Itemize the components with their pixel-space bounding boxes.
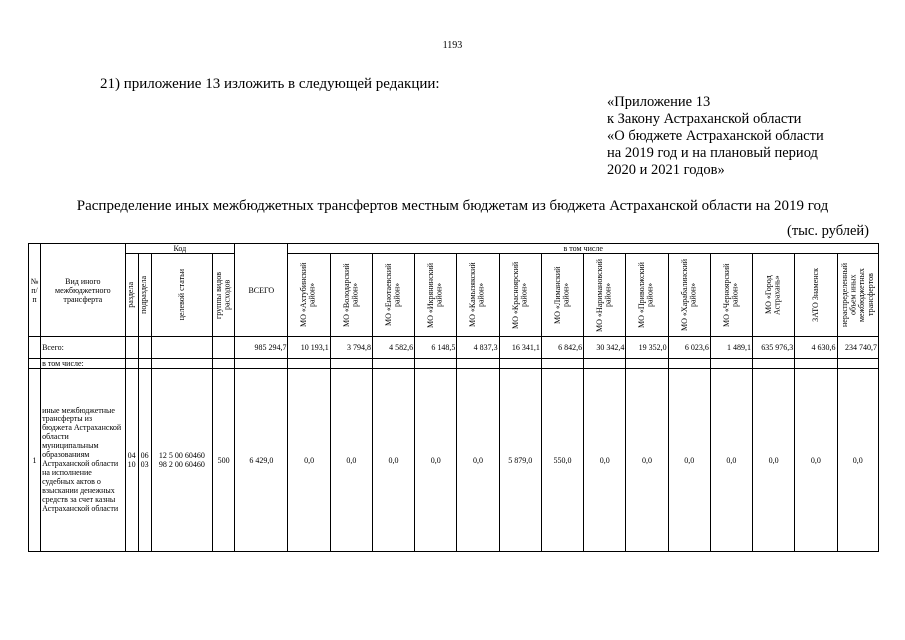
appendix-line: «О бюджете Астраханской области bbox=[607, 128, 824, 144]
col-header-municipality: МО «Камызякский район» bbox=[468, 262, 487, 328]
units-label: (тыс. рублей) bbox=[787, 223, 869, 239]
col-header-municipality: нераспределенный объем иных межбюджетных трансфертов bbox=[839, 262, 875, 328]
row-cell: 0,0 bbox=[288, 369, 330, 552]
including-row bbox=[29, 359, 879, 369]
appendix-line: 2020 и 2021 годов» bbox=[607, 162, 725, 178]
col-header-target: целевой статьи bbox=[176, 269, 186, 321]
col-header-municipality: МО «Красноярский район» bbox=[510, 261, 529, 329]
col-header-subsection: подраздела bbox=[139, 276, 149, 314]
col-header-total: ВСЕГО bbox=[235, 244, 288, 337]
row-section: 04 10 bbox=[125, 369, 138, 552]
row-cell: 0,0 bbox=[372, 369, 414, 552]
row-cell: 0,0 bbox=[710, 369, 752, 552]
row-cell: 0,0 bbox=[584, 369, 626, 552]
amendment-line: 21) приложение 13 изложить в следующей редакции: bbox=[100, 76, 440, 92]
total-cell: 16 341,1 bbox=[499, 337, 541, 359]
row-cell: 5 879,0 bbox=[499, 369, 541, 552]
row-total: 6 429,0 bbox=[235, 369, 288, 552]
row-kind: иные межбюджетные трансферты из бюджета Астраханской области муниципальным образованиям Астраханской области на исполнение судебных актов о взыскании денежных средств за счет казны Астраханской области bbox=[41, 369, 125, 552]
row-cell: 0,0 bbox=[330, 369, 372, 552]
col-header-municipality: МО «Володарский район» bbox=[341, 263, 360, 327]
col-header-municipality: МО «Харабалинский район» bbox=[679, 259, 698, 332]
row-cell: 0,0 bbox=[668, 369, 710, 552]
row-subsection: 06 03 bbox=[138, 369, 151, 552]
row-expense-group: 500 bbox=[213, 369, 235, 552]
transfers-table bbox=[28, 243, 879, 552]
col-header-including: в том числе bbox=[288, 244, 879, 254]
row-cell: 0,0 bbox=[626, 369, 668, 552]
col-header-municipality: МО «Енотаевский район» bbox=[383, 263, 402, 327]
page-number: 1193 bbox=[442, 40, 463, 51]
total-cell: 4 582,6 bbox=[372, 337, 414, 359]
total-row-total: 985 294,7 bbox=[235, 337, 288, 359]
total-cell: 19 352,0 bbox=[626, 337, 668, 359]
col-header-num: № п/п bbox=[29, 244, 41, 337]
col-header-municipality: МО «Ахтубинский район» bbox=[299, 262, 318, 328]
col-header-municipality: МО «Город Астрахань» bbox=[764, 275, 782, 315]
col-header-municipality: МО «Лиманский район» bbox=[552, 266, 571, 324]
document-title: Распределение иных межбюджетных трансфертов местным бюджетам из бюджета Астраханской области на 2019 год bbox=[76, 198, 829, 214]
appendix-line: «Приложение 13 bbox=[607, 94, 711, 110]
col-header-municipality: ЗАТО Знаменск bbox=[810, 268, 820, 322]
col-header-municipality: МО «Приволжский район» bbox=[637, 262, 655, 328]
row-cell: 0,0 bbox=[837, 369, 878, 552]
header-row bbox=[29, 254, 879, 337]
total-row-label: Всего: bbox=[41, 337, 125, 359]
row-num: 1 bbox=[29, 369, 41, 552]
total-cell: 6 148,5 bbox=[415, 337, 457, 359]
total-row bbox=[29, 337, 879, 359]
total-cell: 1 489,1 bbox=[710, 337, 752, 359]
total-cell: 635 976,3 bbox=[753, 337, 795, 359]
appendix-line: к Закону Астраханской области bbox=[607, 111, 802, 127]
col-header-municipality: МО «Икрянинский район» bbox=[426, 262, 444, 328]
col-header-municipality: МО «Черноярский район» bbox=[721, 263, 740, 327]
row-cell: 550,0 bbox=[541, 369, 583, 552]
appendix-header bbox=[607, 94, 824, 179]
row-cell: 0,0 bbox=[753, 369, 795, 552]
appendix-line: на 2019 год и на плановый период bbox=[607, 145, 818, 161]
row-cell: 0,0 bbox=[795, 369, 837, 552]
including-label: в том числе: bbox=[41, 359, 125, 369]
total-cell: 4 837,3 bbox=[457, 337, 499, 359]
total-cell: 10 193,1 bbox=[288, 337, 330, 359]
row-cell: 0,0 bbox=[415, 369, 457, 552]
col-header-kind: Вид иного межбюджетного трансферта bbox=[41, 244, 125, 337]
col-header-code: Код bbox=[125, 244, 235, 254]
col-header-municipality: МО «Наримановский район» bbox=[595, 258, 613, 332]
row-cell: 0,0 bbox=[457, 369, 499, 552]
table-row bbox=[29, 369, 879, 552]
total-cell: 234 740,7 bbox=[837, 337, 878, 359]
total-cell: 6 842,6 bbox=[541, 337, 583, 359]
total-cell: 3 794,8 bbox=[330, 337, 372, 359]
col-header-expense-group: группы видов расходов bbox=[214, 271, 232, 319]
row-target: 12 5 00 60460 98 2 00 60460 bbox=[151, 369, 212, 552]
total-cell: 6 023,6 bbox=[668, 337, 710, 359]
total-cell: 30 342,4 bbox=[584, 337, 626, 359]
total-cell: 4 630,6 bbox=[795, 337, 837, 359]
col-header-section: раздела bbox=[126, 282, 136, 308]
